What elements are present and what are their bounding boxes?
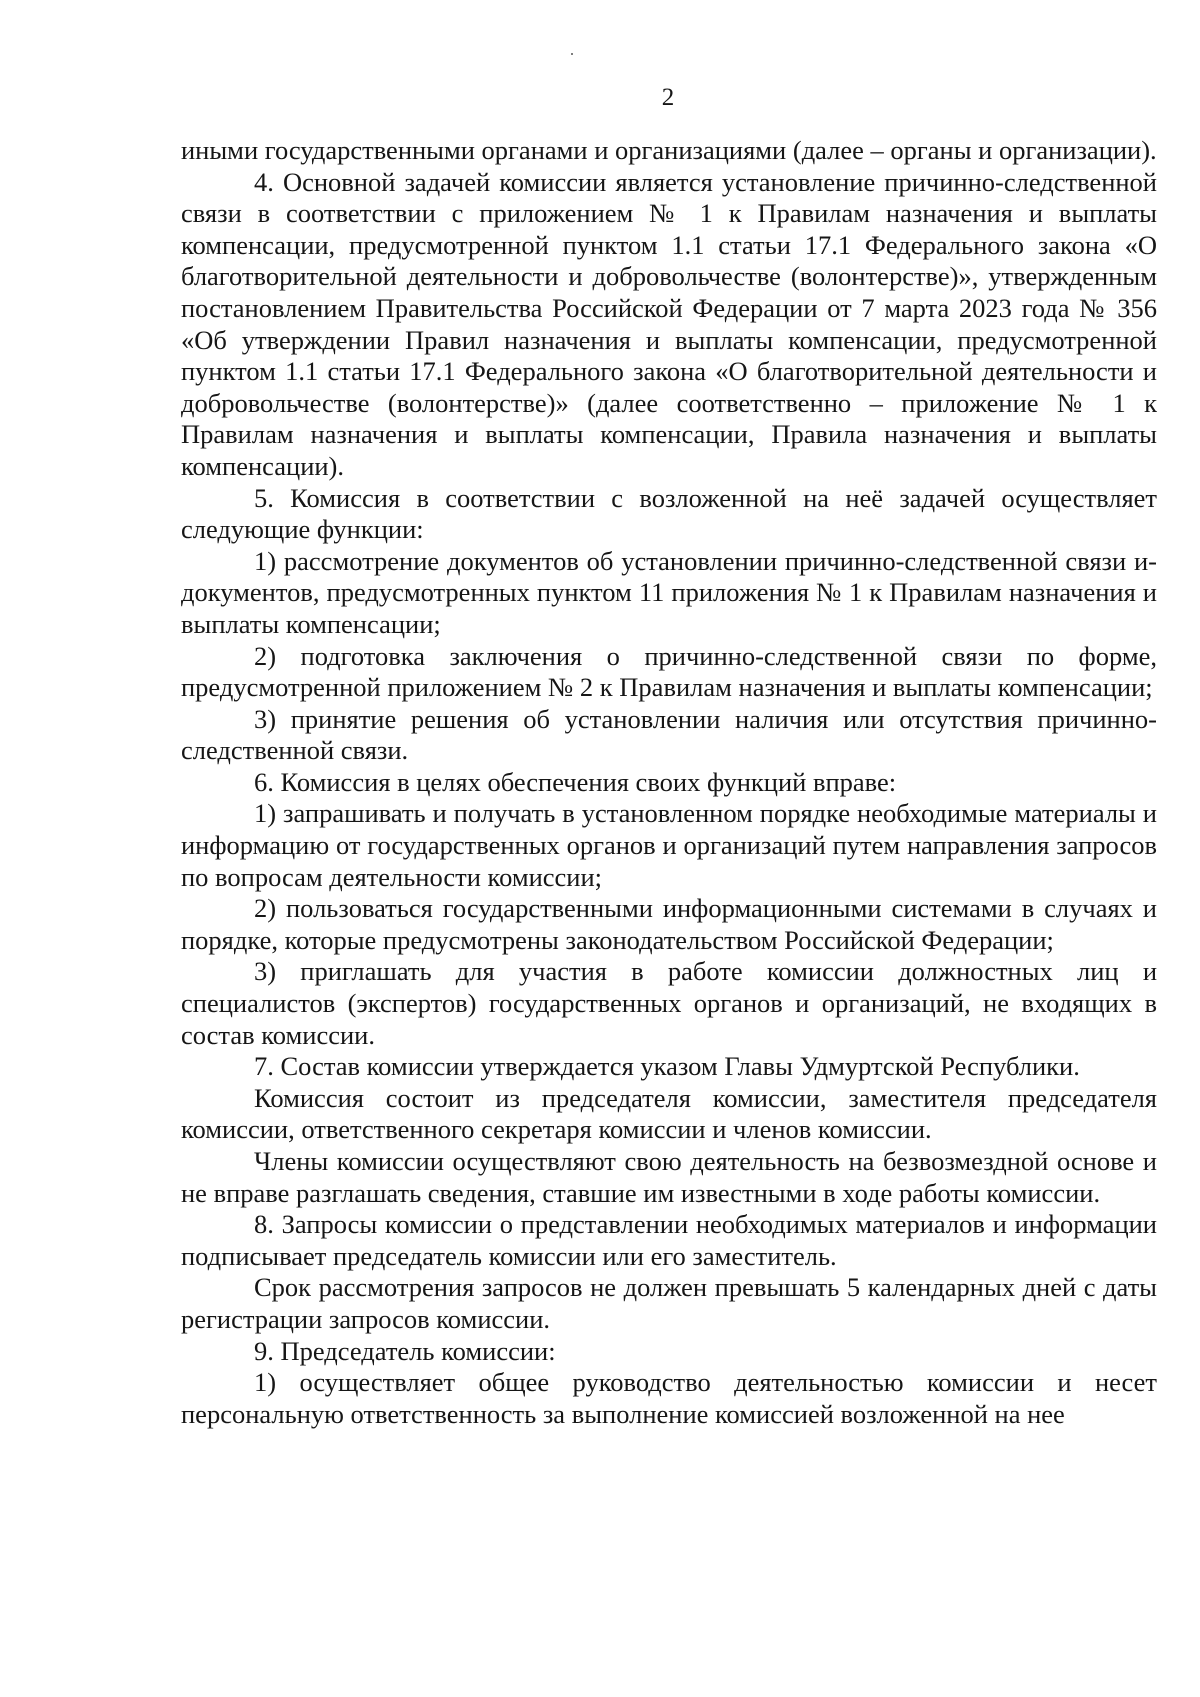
paragraph-item-6-3: 3) приглашать для участия в работе комиссии должностных лиц и специалистов (экспертов) государственных органов и организаций, не входящих в состав комиссии. — [181, 956, 1157, 1050]
paragraph-item-6: 6. Комиссия в целях обеспечения своих функций вправе: — [254, 766, 897, 797]
paragraph-continuation: иными государственными органами и организациями (далее – органы и организации). — [181, 135, 1157, 165]
paragraph-item-9: 9. Председатель комиссии: — [254, 1335, 556, 1366]
scan-speck — [571, 53, 573, 55]
paragraph-item-8-term: Срок рассмотрения запросов не должен превышать 5 календарных дней с даты регистрации запросов комиссии. — [181, 1272, 1157, 1334]
paragraph-item-7-composition: Комиссия состоит из председателя комиссии, заместителя председателя комиссии, ответственного секретаря комиссии и членов комиссии. — [181, 1082, 1157, 1145]
document-body — [181, 135, 1157, 1430]
paragraph-item-5-1: 1) рассмотрение документов об установлении причинно-следственной связи и-документов, предусмотренных пунктом 11 приложения № 1 к Правилам назначения и выплаты компенсации; — [181, 545, 1157, 639]
paragraph-item-6-1: 1) запрашивать и получать в установленном порядке необходимые материалы и информацию от государственных органов и организаций путем направления запросов по вопросам деятельности комиссии; — [181, 798, 1157, 892]
page-number: 2 — [661, 84, 675, 111]
paragraph-item-9-1: 1) осуществляет общее руководство деятельностью комиссии и несет персональную ответственность за выполнение комиссией возложенной на нее — [181, 1367, 1157, 1429]
paragraph-item-7-members: Члены комиссии осуществляют свою деятельность на безвозмездной основе и не вправе разглашать сведения, ставшие им известными в ходе работы комиссии. — [181, 1146, 1157, 1208]
paragraph-item-5-2: 2) подготовка заключения о причинно-следственной связи по форме, предусмотренной приложением № 2 к Правилам назначения и выплаты компенсации; — [181, 640, 1157, 703]
paragraph-item-5: 5. Комиссия в соответствии с возложенной на неё задачей осуществляет следующие функции: — [181, 482, 1157, 545]
paragraph-item-8: 8. Запросы комиссии о представлении необходимых материалов и информации подписывает председатель комиссии или его заместитель. — [181, 1209, 1157, 1271]
paragraph-item-5-3: 3) принятие решения об установлении наличия или отсутствия причинно-следственной связи. — [181, 703, 1157, 766]
paragraph-item-4: 4. Основной задачей комиссии является установление причинно-следственной связи в соответствии с приложением № 1 к Правилам назначения и выплаты компенсации, предусмотренной пунктом 1.1 статьи 17.1 Федерального закона «О благотворительной деятельности и добровольчестве (волонтерстве)», утвержденным постановлением Правительства Российской Федерации от 7 марта 2023 года № 356 «Об утверждении Правил назначения и выплаты компенсации, предусмотренной пунктом 1.1 статьи 17.1 Федерального закона «О благотворительной деятельности и добровольчестве (волонтерстве)» (далее соответственно – приложение № 1 к Правилам назначения и выплаты компенсации, Правила назначения и выплаты компенсации). — [181, 166, 1157, 481]
paragraph-item-6-2: 2) пользоваться государственными информационными системами в случаях и порядке, которые предусмотрены законодательством Российской Федерации; — [181, 893, 1157, 955]
paragraph-item-7: 7. Состав комиссии утверждается указом Главы Удмуртской Республики. — [254, 1051, 1080, 1082]
